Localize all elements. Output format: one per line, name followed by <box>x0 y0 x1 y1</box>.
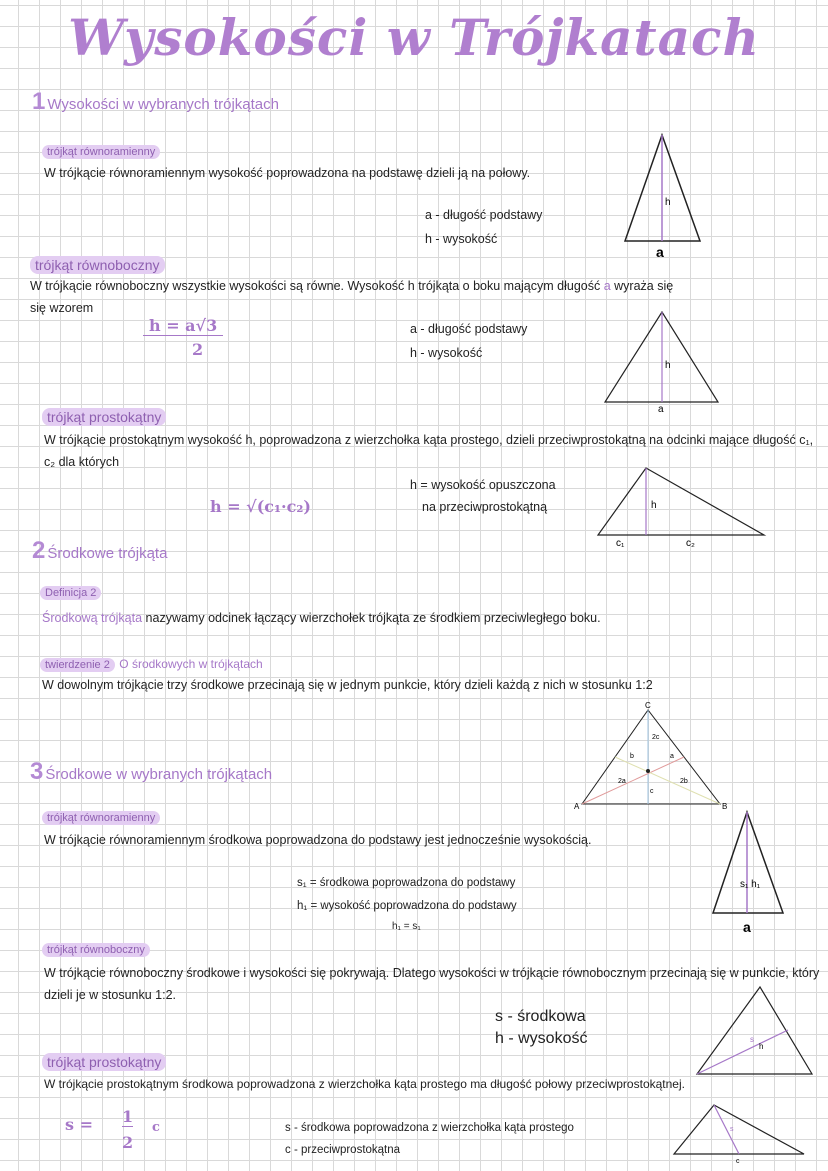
label-2c: 2c <box>652 734 660 741</box>
text-part: W trójkącie równoboczny wszystkie wysokości są równe. Wysokość h trójkąta o boku mającym długość <box>30 279 601 293</box>
definition-text <box>42 611 601 625</box>
theorem-text: W dowolnym trójkącie trzy środkowe przecinają się w jednym punkcie, który dzieli każdą z nich w stosunku 1:2 <box>42 678 653 692</box>
equilateral-median-diagram <box>695 985 815 1080</box>
section-1-heading <box>32 88 279 116</box>
label-h: h <box>665 360 671 371</box>
legend-h1-equals-s1: h₁ = s₁ <box>392 921 421 932</box>
label-c: c <box>650 788 654 795</box>
label-c2: c₂ <box>686 538 695 549</box>
right-median-text: W trójkącie prostokątnym środkowa poprowadzona z wierzchołka kąta prostego ma długość połowy przeciwprostokątnej. <box>44 1077 685 1091</box>
vertex-c: C <box>645 701 651 710</box>
formula-numerator: 1 <box>122 1107 134 1126</box>
tag-isosceles: trójkąt równoramienny <box>42 145 160 159</box>
section-number: 1 <box>32 88 46 115</box>
tag-equilateral: trójkąt równoboczny <box>30 256 165 274</box>
definition-body: nazywamy odcinek łączący wierzchołek trójkąta ze środkiem przeciwległego boku. <box>145 611 601 625</box>
theorem-title: O środkowych w trójkątach <box>119 657 263 671</box>
label-s: s <box>730 1126 734 1133</box>
label-a: a <box>658 404 664 415</box>
formula-height-right: h = √(c₁·c₂) <box>210 497 311 516</box>
tag-theorem: twierdzenie 2 <box>40 658 115 672</box>
equilateral-median-text: W trójkącie równoboczny środkowe i wysokości się pokrywają. Dlatego wysokości w trójkącie równobocznym przecinają się w punkcie, który dzieli je w stosunku 1:2. <box>44 966 820 1002</box>
formula-s: s = <box>65 1115 93 1134</box>
vertex-a: A <box>574 802 580 811</box>
label-a: a <box>670 753 674 760</box>
label-2a: 2a <box>618 778 626 785</box>
label-a: a <box>656 244 664 260</box>
tag-definition: Definicja 2 <box>40 586 101 600</box>
equilateral-height-diagram <box>600 310 725 415</box>
isosceles-text: W trójkącie równoramiennym wysokość poprowadzona na podstawę dzieli ją na połowy. <box>44 166 531 180</box>
legend-c: c - przeciwprostokątna <box>285 1144 401 1156</box>
label-h: h <box>651 500 657 511</box>
medians-diagram <box>574 701 730 811</box>
theorem-heading <box>40 655 263 673</box>
legend-s1: s₁ = środkowa poprowadzona do podstawy <box>297 877 516 889</box>
formula-height-equilateral: h = a√3 <box>143 316 223 336</box>
right-triangle-height-diagram <box>598 466 768 551</box>
text-part: wyraża się <box>614 279 674 293</box>
isosceles-median-text: W trójkącie równoramiennym środkowa poprowadzona do podstawy jest jednocześnie wysokością. <box>44 833 592 847</box>
tag-right: trójkąt prostokątny <box>42 1053 166 1071</box>
section-title: Środkowe w wybranych trójkątach <box>45 766 273 783</box>
definition-term: Środkową trójkąta <box>42 611 143 625</box>
legend-a: a - długość podstawy <box>425 208 543 222</box>
label-s1-h1: s₁ h₁ <box>740 879 761 890</box>
formula-c: c <box>152 1120 160 1135</box>
label-2b: 2b <box>680 778 688 785</box>
section-title: Wysokości w wybranych trójkątach <box>47 96 279 113</box>
legend-h: h - wysokość <box>425 232 498 246</box>
isosceles-height-diagram <box>620 133 700 263</box>
tag-isosceles: trójkąt równoramienny <box>42 811 160 825</box>
legend-s: s - środkowa <box>495 1008 586 1025</box>
legend-s: s - środkowa poprowadzona z wierzchołka kąta prostego <box>285 1122 574 1134</box>
page-title: Wysokości w Trójkatach <box>68 8 760 67</box>
isosceles-median-diagram <box>705 810 790 935</box>
label-a: a <box>743 919 751 935</box>
tag-right: trójkąt prostokątny <box>42 408 166 426</box>
formula-denominator: 2 <box>122 1133 134 1152</box>
legend-h-cont: na przeciwprostokątną <box>422 500 548 514</box>
vertex-b: B <box>722 802 728 811</box>
section-number: 3 <box>30 758 44 785</box>
text-var-a: a <box>603 279 611 293</box>
label-c: c <box>736 1158 740 1165</box>
right-median-diagram <box>672 1103 812 1163</box>
label-s: s <box>750 1035 754 1044</box>
equilateral-text <box>30 279 673 293</box>
tag-equilateral: trójkąt równoboczny <box>42 943 150 957</box>
formula-denominator: 2 <box>192 340 204 359</box>
section-number: 2 <box>32 537 46 564</box>
equilateral-text-cont: się wzorem <box>30 301 94 315</box>
legend-h1: h₁ = wysokość poprowadzona do podstawy <box>297 900 517 912</box>
label-b: b <box>630 753 634 760</box>
legend-h: h = wysokość opuszczona <box>410 478 556 492</box>
label-c1: c₁ <box>616 538 625 549</box>
legend-h: h - wysokość <box>410 346 483 360</box>
section-3-heading <box>30 758 272 786</box>
section-2-heading <box>32 537 167 565</box>
right-text: W trójkącie prostokątnym wysokość h, poprowadzona z wierzchołka kąta prostego, dzieli przeciwprostokątną na odcinki mające długość c₁, c₂ dla których <box>44 433 814 469</box>
legend-a: a - długość podstawy <box>410 322 528 336</box>
label-h: h <box>665 197 671 208</box>
legend-h: h - wysokość <box>495 1030 588 1047</box>
label-h: h <box>759 1042 764 1051</box>
section-title: Środkowe trójkąta <box>47 545 168 562</box>
